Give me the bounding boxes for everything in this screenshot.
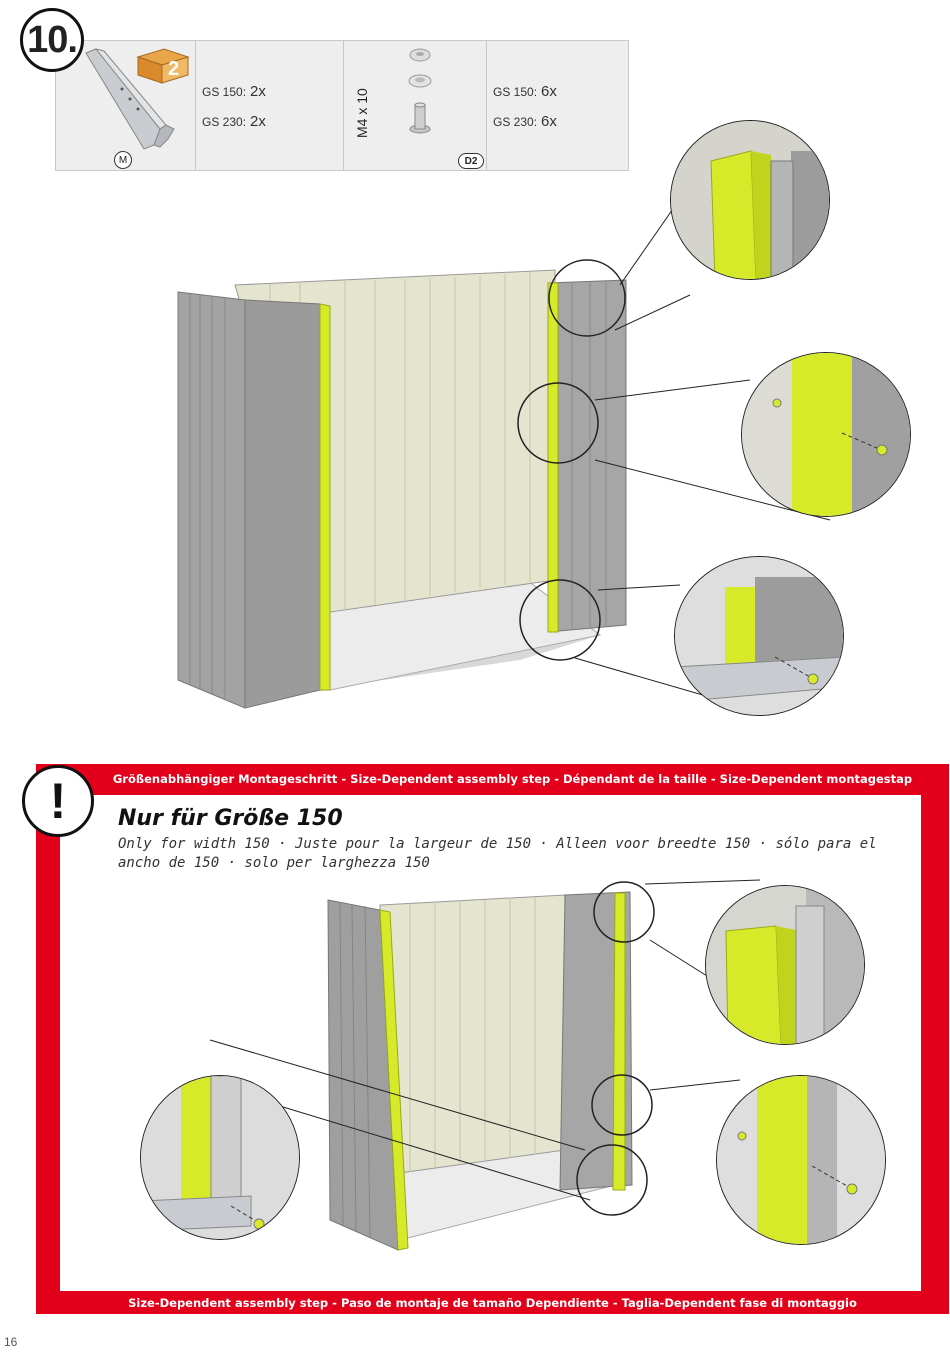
banner-footer: Size-Dependent assembly step - Paso de montaje de tamaño Dependiente - Taglia-Dependent fase di montaggio [128, 1295, 857, 1310]
quantity: 6x [541, 83, 557, 100]
warning-icon: ! [22, 765, 94, 837]
detail-zoom-150-bottom [140, 1075, 300, 1240]
screw-detail-icon [717, 1076, 886, 1245]
box-count: 2 [168, 58, 180, 80]
size-label: GS 230: [202, 115, 247, 129]
detail-zoom-150-top [705, 885, 865, 1045]
banner-header: Größenabhängiger Montageschritt - Size-Dependent assembly step - Dépendant de la taille - Size-Dependent montagestap [112, 772, 913, 786]
size-label: GS 150: [202, 85, 247, 99]
quantity: 2x [250, 83, 266, 100]
quantity: 2x [250, 113, 266, 130]
notice-subtitle: Only for width 150 · Juste pour la largeur de 150 · Alleen voor breedte 150 · sólo para el ancho de 150 · solo per larghezza 150 [118, 836, 877, 871]
notice-title: Nur für Größe 150 [118, 806, 343, 831]
step-number: 10. [20, 8, 84, 72]
screw-detail-icon [141, 1076, 300, 1240]
size-label: GS 150: [493, 85, 538, 99]
screw-spec: M4 x 10 [354, 88, 370, 138]
part-label-m: M [114, 151, 132, 169]
rail-detail-icon [706, 886, 865, 1045]
part-label-d2: D2 [458, 153, 484, 169]
size-label: GS 230: [493, 115, 538, 129]
detail-zoom-150-mid [716, 1075, 886, 1245]
quantity: 6x [541, 113, 557, 130]
page-number: 16 [4, 1335, 18, 1349]
